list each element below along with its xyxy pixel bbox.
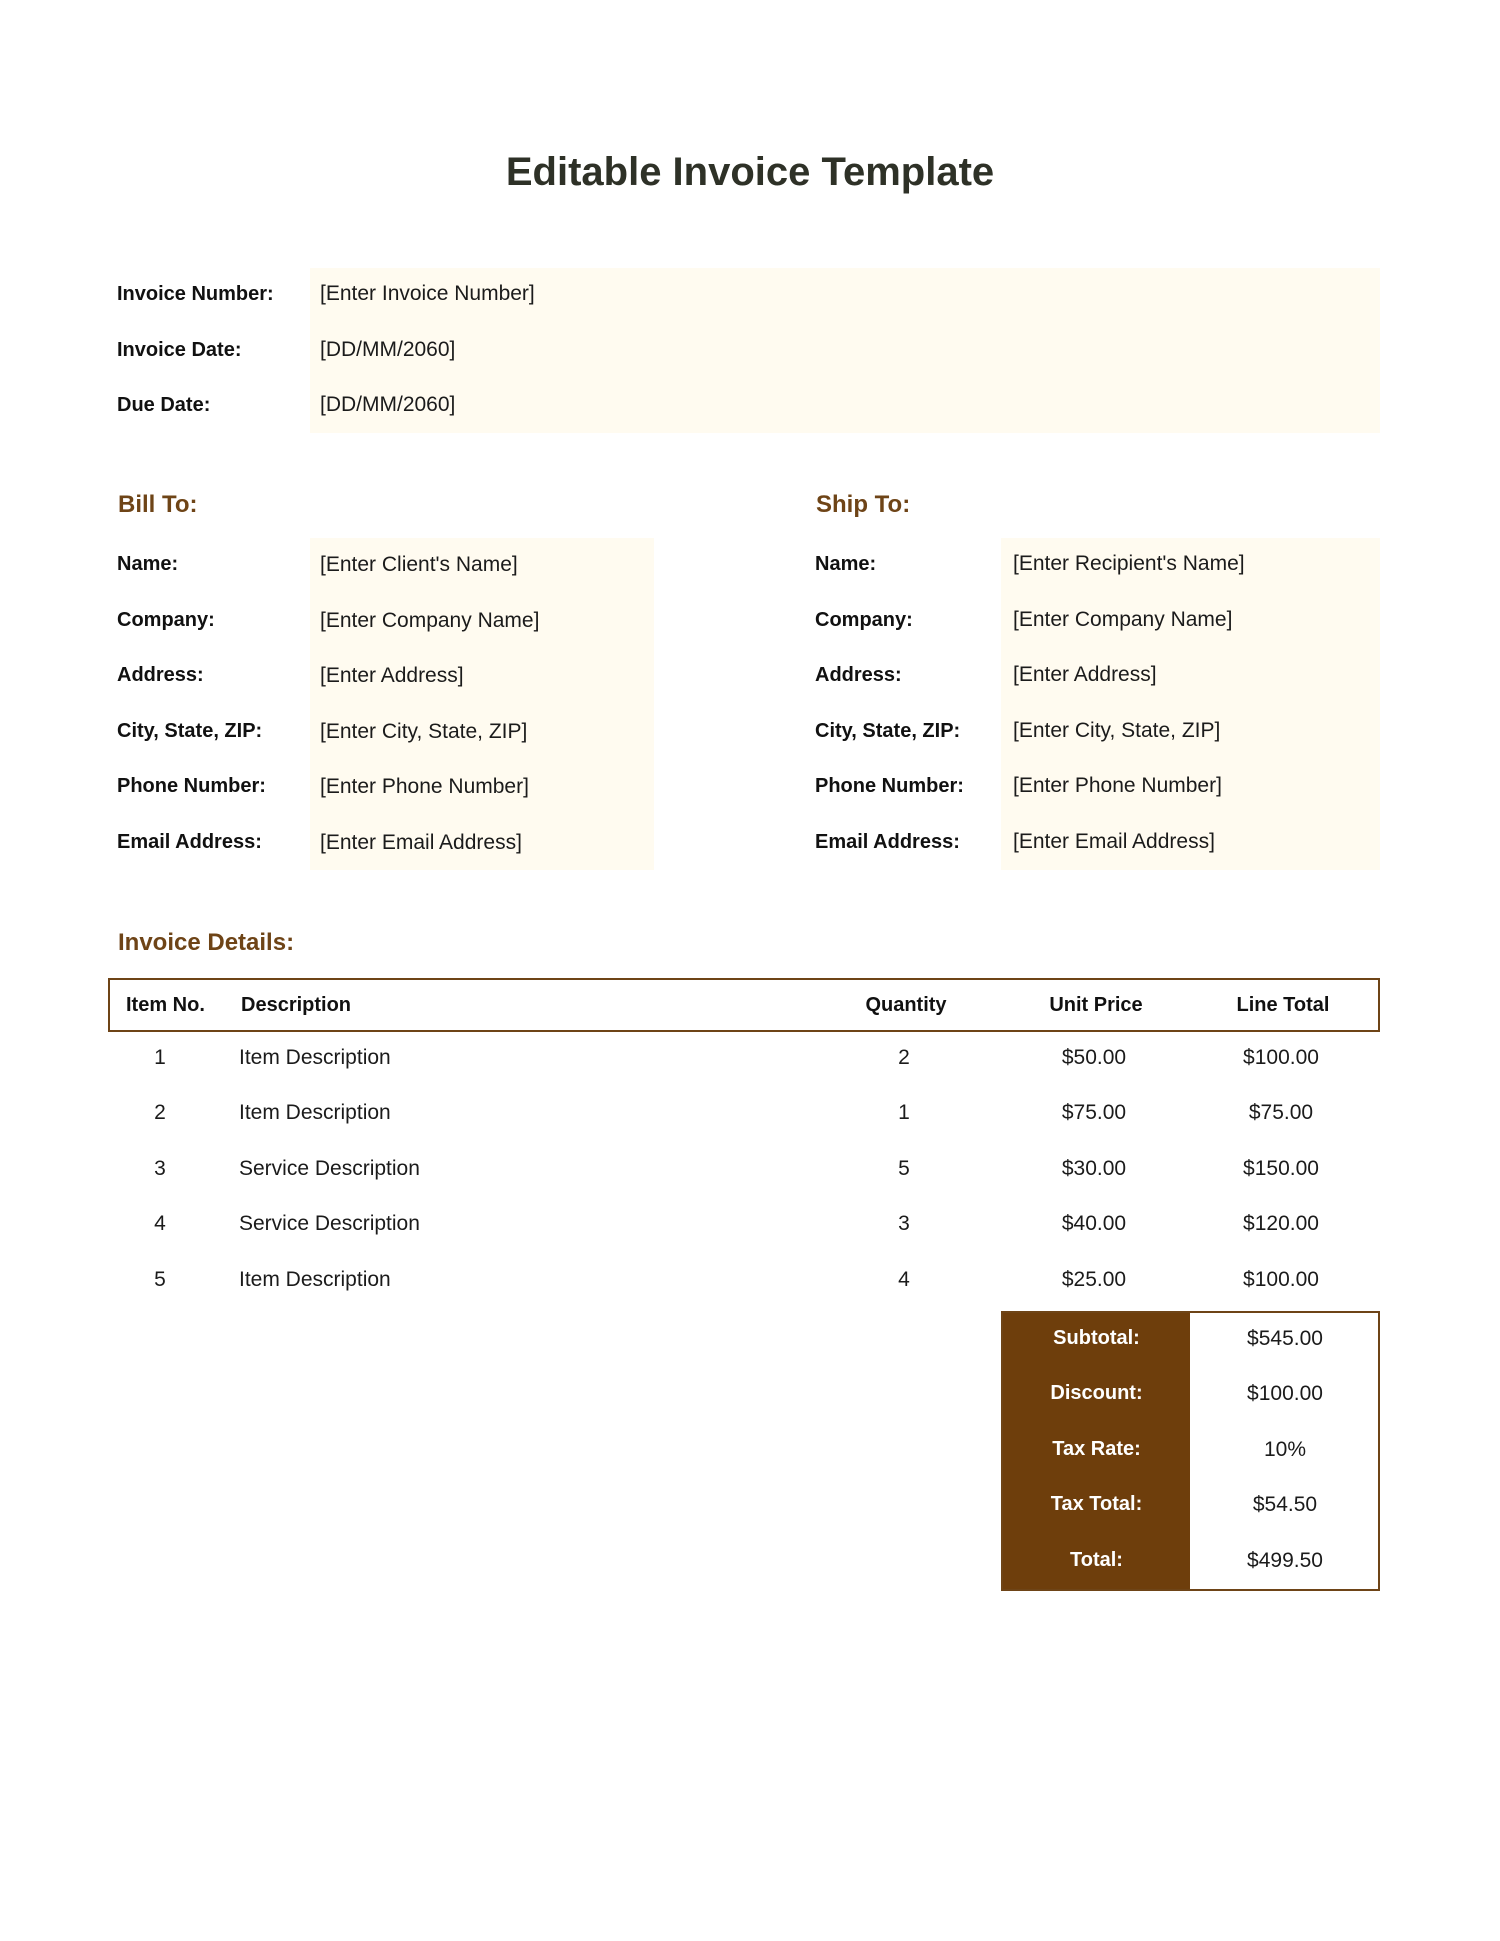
subtotal-row <box>1003 1313 1378 1368</box>
ship-to-field-background <box>1001 538 1380 870</box>
quantity-cell: 4 <box>898 1268 910 1291</box>
quantity-cell: 2 <box>898 1046 910 1069</box>
description-cell: Service Description <box>239 1157 420 1180</box>
bill-to-name-label: Name: <box>117 553 179 575</box>
invoice-number-field[interactable]: [Enter Invoice Number] <box>320 282 535 305</box>
line-total-cell: $75.00 <box>1248 1101 1314 1124</box>
column-header-unit-price: Unit Price <box>1049 994 1143 1016</box>
invoice-date-label: Invoice Date: <box>117 339 242 361</box>
tax-total-value: $54.50 <box>1252 1493 1318 1516</box>
unit-price-cell: $25.00 <box>1061 1268 1127 1291</box>
bill-to-company-label: Company: <box>117 609 215 631</box>
description-cell: Item Description <box>239 1268 391 1291</box>
column-header-description: Description <box>241 994 352 1016</box>
bill-to-email-label: Email Address: <box>117 831 262 853</box>
ship-to-name-field[interactable]: [Enter Recipient's Name] <box>1013 552 1245 575</box>
bill-to-address-label: Address: <box>117 664 204 686</box>
due-date-field[interactable]: [DD/MM/2060] <box>320 393 456 416</box>
line-total-cell: $100.00 <box>1243 1046 1319 1069</box>
bill-to-email-field[interactable]: [Enter Email Address] <box>320 831 522 854</box>
table-row <box>108 1143 1380 1199</box>
description-cell: Service Description <box>239 1212 420 1235</box>
unit-price-cell: $30.00 <box>1061 1157 1127 1180</box>
ship-to-company-label: Company: <box>815 609 913 631</box>
subtotal-value: $545.00 <box>1247 1327 1323 1350</box>
ship-to-address-label: Address: <box>815 664 902 686</box>
ship-to-name-label: Name: <box>815 553 877 575</box>
bill-to-city-field[interactable]: [Enter City, State, ZIP] <box>320 720 528 743</box>
bill-to-phone-label: Phone Number: <box>117 775 266 797</box>
item-no-cell: 1 <box>154 1046 166 1069</box>
unit-price-cell: $50.00 <box>1061 1046 1127 1069</box>
ship-to-heading: Ship To: <box>816 491 911 518</box>
bill-to-name-field[interactable]: [Enter Client's Name] <box>320 553 518 576</box>
discount-value: $100.00 <box>1247 1382 1323 1405</box>
column-header-item-no: Item No. <box>126 994 205 1016</box>
bill-to-address-field[interactable]: [Enter Address] <box>320 664 464 687</box>
line-total-cell: $150.00 <box>1243 1157 1319 1180</box>
due-date-label: Due Date: <box>117 394 211 416</box>
tax-total-label: Tax Total: <box>1050 1493 1143 1515</box>
quantity-cell: 1 <box>898 1101 910 1124</box>
ship-to-city-label: City, State, ZIP: <box>815 720 961 742</box>
ship-to-city-field[interactable]: [Enter City, State, ZIP] <box>1013 719 1221 742</box>
line-total-cell: $100.00 <box>1243 1268 1319 1291</box>
ship-to-email-label: Email Address: <box>815 831 960 853</box>
tax-rate-label: Tax Rate: <box>1052 1438 1141 1460</box>
item-no-cell: 5 <box>154 1268 166 1291</box>
item-no-cell: 3 <box>154 1157 166 1180</box>
description-cell: Item Description <box>239 1101 391 1124</box>
invoice-details-heading: Invoice Details: <box>118 929 295 956</box>
table-row <box>108 1032 1380 1088</box>
item-no-cell: 4 <box>154 1212 166 1235</box>
table-row <box>108 1254 1380 1310</box>
ship-to-phone-field[interactable]: [Enter Phone Number] <box>1013 774 1222 797</box>
column-header-line-total: Line Total <box>1236 994 1330 1016</box>
table-row <box>108 1198 1380 1254</box>
tax-total-row <box>1003 1479 1378 1534</box>
bill-to-heading: Bill To: <box>118 491 198 518</box>
bill-to-city-label: City, State, ZIP: <box>117 720 263 742</box>
quantity-cell: 3 <box>898 1212 910 1235</box>
discount-row <box>1003 1368 1378 1423</box>
bill-to-field-background <box>310 538 654 870</box>
page-title: Editable Invoice Template <box>505 150 995 194</box>
total-value: $499.50 <box>1247 1549 1323 1572</box>
ship-to-address-field[interactable]: [Enter Address] <box>1013 663 1157 686</box>
totals-box <box>1001 1311 1380 1591</box>
bill-to-company-field[interactable]: [Enter Company Name] <box>320 609 540 632</box>
ship-to-email-field[interactable]: [Enter Email Address] <box>1013 830 1215 853</box>
discount-label: Discount: <box>1050 1382 1143 1404</box>
bill-to-phone-field[interactable]: [Enter Phone Number] <box>320 775 529 798</box>
ship-to-company-field[interactable]: [Enter Company Name] <box>1013 608 1233 631</box>
table-row <box>108 1087 1380 1143</box>
invoice-number-label: Invoice Number: <box>117 283 274 305</box>
unit-price-cell: $75.00 <box>1061 1101 1127 1124</box>
tax-rate-value: 10% <box>1263 1438 1307 1461</box>
line-total-cell: $120.00 <box>1243 1212 1319 1235</box>
column-header-quantity: Quantity <box>865 994 947 1016</box>
total-row <box>1003 1535 1378 1590</box>
unit-price-cell: $40.00 <box>1061 1212 1127 1235</box>
description-cell: Item Description <box>239 1046 391 1069</box>
total-label: Total: <box>1070 1549 1123 1571</box>
invoice-date-field[interactable]: [DD/MM/2060] <box>320 338 456 361</box>
ship-to-phone-label: Phone Number: <box>815 775 964 797</box>
quantity-cell: 5 <box>898 1157 910 1180</box>
items-table-header <box>108 978 1380 1032</box>
item-no-cell: 2 <box>154 1101 166 1124</box>
tax-rate-row <box>1003 1424 1378 1479</box>
subtotal-label: Subtotal: <box>1053 1327 1140 1349</box>
